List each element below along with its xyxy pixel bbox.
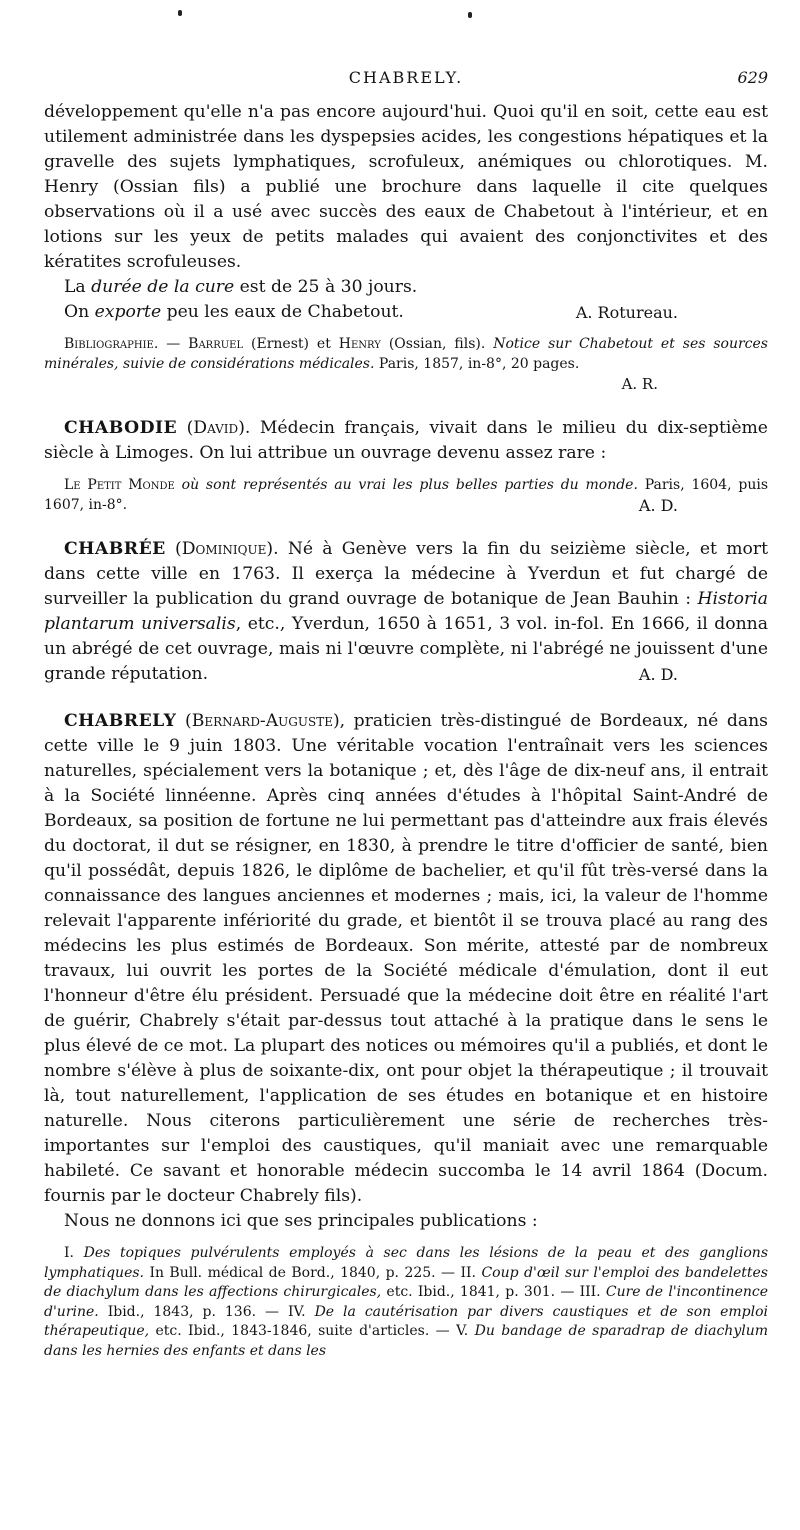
bibliography-signature: A. R. [621, 375, 658, 393]
bibliography-dash: — [158, 336, 189, 352]
author-signature: A. Rotureau. [575, 303, 678, 322]
cure-suffix: est de 25 à 30 jours. [234, 277, 418, 297]
work-title: où sont représentés au vrai les plus belles parties du monde. [181, 477, 638, 493]
page-number: 629 [737, 68, 768, 87]
page-header [44, 68, 768, 92]
entry-chabodie: CHABODIE (David). Médecin français, vivait dans le milieu du dix-septième siècle à Limoges. On lui attribue un ouvrage devenu assez rare : [44, 418, 768, 463]
publication-item: III. Cure de l'incontinence d'urine. Ibid., 1843, p. 136. — [44, 1284, 768, 1320]
publications-list [44, 1244, 768, 1361]
chabodie-work [44, 476, 768, 515]
publication-item: IV. De la cautérisation par divers caustiques et de son emploi thérapeutique, etc. Ibid., 1843-1846, suite d'articles. — [44, 1303, 769, 1339]
entry-given-name: David [193, 418, 239, 438]
chabetout-cure-line [44, 275, 768, 300]
running-head: CHABRELY. [348, 68, 464, 87]
entry-body: praticien très-distingué de Bordeaux, né dans cette ville le 9 juin 1803. Une véritable vocation l'entraînait vers les sciences naturelles, spécialement vers la botanique ; et, dès l'âge de dix-neuf ans, il entrait à la Société linnéenne. Après cinq années d'études à l'hôpital Saint-André de Bordeaux, sa position de fortune ne lui permettant pas d'atteindre aux frais élevés du doctorat, il dut se résigner, en 1830, à prendre le titre d'officier de santé, bien qu'il possédât, depuis 1826, le diplôme de bachelier, et qu'il fût très-versé dans la connaissance des langues anciennes et modernes ; mais, ici, la valeur de l'homme relevait l'apparente infériorité du grade, et bientôt il se trouva placé au rang des médecins les plus estimés de Bordeaux. Son mérite, attesté par de nombreux travaux, lui ouvrit les portes de la Société médicale d'émulation, dont il eut l'honneur d'être élu président. Persuadé que la médecine doit être en réalité l'art de guérir, Chabrely s'était par-dessus tout attaché à la pratique dans le sens le plus élevé de ce mot. La plupart des notices ou mémoires qu'il a publiés, et dont le nombre s'élève à plus de soixante-dix, ont pour objet la thérapeutique ; il trouvait là, tout naturellement, l'application de ses études en botanique et en histoire naturelle. Nous citerons particulièrement une série de recherches très-importantes sur l'emploi des caustiques, qu'il maniait avec une remarquable habileté. Ce savant et honorable médecin succomba le 14 avril 1864 (Docum. fournis par le docteur Chabrely fils). [44, 711, 769, 1206]
entry-name: CHABRELY [64, 711, 177, 731]
bibliography-tail: Paris, 1857, in-8°, 20 pages. [374, 355, 580, 372]
publication-item: I. Des topiques pulvérulents employés à sec dans les lésions de la peau et des ganglions lymphatiques. In Bull. médical de Bord., 1840, p. 225. — [44, 1245, 768, 1281]
work-title: Historia plantarum universalis [44, 589, 768, 634]
speck-mark [468, 12, 472, 18]
entry-given-name: Dominique [181, 539, 267, 559]
entry-name: CHABRÉE [64, 539, 166, 559]
bibliography [44, 335, 768, 374]
cure-term: durée de la cure [91, 277, 235, 297]
entry-chabree: CHABRÉE (Dominique). Né à Genève vers la fin du seizième siècle, et mort dans cette ville en 1763. Il exerça la médecine à Yverdun et fut chargé de surveiller la publication du grand ouvrage de botanique de Jean Bauhin : Historia plantarum universalis, etc., Yverdun, 1650 à 1651, 3 vol. in-fol. En 1666, il donna un abrégé de cet ouvrage, mais ni l'œuvre complète, ni l'abrégé ne jouissent d'une grande réputation. A. D. [44, 537, 768, 687]
export-term: exporte [94, 302, 162, 322]
entry-signature: A. D. [638, 495, 678, 515]
cure-prefix: La [64, 277, 92, 297]
work-tail: Paris, 1604, puis 1607, in-8°. [44, 477, 769, 513]
publication-item: II. Coup d'œil sur l'emploi des bandelettes de diachylum dans les affections chirurgicales, etc. Ibid., 1841, p. 301. — [44, 1264, 768, 1300]
work-title-sc: Le Petit Monde [64, 477, 175, 493]
page-content [44, 100, 768, 1361]
entry-name: CHABODIE [64, 418, 178, 438]
publication-item: V. Du bandage de sparadrap de diachylum dans les hernies des enfants et dans les [44, 1323, 768, 1359]
chabetout-export-line [44, 300, 768, 325]
entry-signature: A. D. [638, 665, 678, 684]
entry-body: Né à Genève vers la fin du seizième siècle, et mort dans cette ville en 1763. Il exerça la médecine à Yverdun et fut chargé de surveiller la publication du grand ouvrage de botanique de Jean Bauhin : [44, 539, 768, 609]
bibliography-label: Bibliographie. [64, 336, 159, 352]
bibliography-mid: (Ernest) et [243, 336, 339, 352]
bibliography-author2: Henry [338, 336, 381, 352]
export-prefix: On [64, 302, 95, 322]
chabetout-paragraph: développement qu'elle n'a pas encore aujourd'hui. Quoi qu'il en soit, cette eau est utilement administrée dans les dyspepsies acides, les congestions hépatiques et la gravelle des sujets lymphatiques, scrofuleux, anémiques ou chlorotiques. M. Henry (Ossian fils) a publié une brochure dans laquelle il cite quelques observations où il a usé avec succès des eaux de Chabetout à l'intérieur, et en lotions sur les yeux de petits malades qui avaient des conjonctivites et des kératites scrofuleuses. [44, 102, 768, 272]
bibliography-title: Notice sur Chabetout et ses sources minérales, suivie de considérations médicales. [44, 336, 768, 372]
entry-given-name: Bernard-Auguste [191, 711, 333, 731]
publications-intro: Nous ne donnons ici que ses principales publications : [64, 1211, 538, 1231]
bibliography-after: (Ossian, fils). [380, 336, 494, 352]
entry-body-cont: , etc., Yverdun, 1650 à 1651, 3 vol. in-fol. En 1666, il donna un abrégé de cet ouvrage, mais ni l'œuvre complète, ni l'abrégé ne jouissent d'une grande réputation. [44, 614, 768, 684]
speck-mark [178, 10, 182, 16]
entry-body: Médecin français, vivait dans le milieu du dix-septième siècle à Limoges. On lui attribue un ouvrage devenu assez rare : [44, 418, 768, 463]
export-suffix: peu les eaux de Chabetout. [161, 302, 404, 322]
entry-chabrely: CHABRELY (Bernard-Auguste), praticien très-distingué de Bordeaux, né dans cette ville le 9 juin 1803. Une véritable vocation l'entraînait vers les sciences naturelles, spécialement vers la botanique ; et, dès l'âge de dix-neuf ans, il entrait à la Société linnéenne. Après cinq années d'études à l'hôpital Saint-André de Bordeaux, sa position de fortune ne lui permettant pas d'atteindre aux frais élevés du doctorat, il dut se résigner, en 1830, à prendre le titre d'officier de santé, bien qu'il possédât, depuis 1826, le diplôme de bachelier, et qu'il fût très-versé dans la connaissance des langues anciennes et modernes ; mais, ici, la valeur de l'homme relevait l'apparente infériorité du grade, et bientôt il se trouva placé au rang des médecins les plus estimés de Bordeaux. Son mérite, attesté par de nombreux travaux, lui ouvrit les portes de la Société médicale d'émulation, dont il eut l'honneur d'être élu président. Persuadé que la médecine doit être en réalité l'art de guérir, Chabrely s'était par-dessus tout attaché à la pratique dans le sens le plus élevé de ce mot. La plupart des notices ou mémoires qu'il a publiés, et dont le nombre s'élève à plus de soixante-dix, ont pour objet la thérapeutique ; il trouvait là, tout naturellement, l'application de ses études en botanique et en histoire naturelle. Nous citerons particulièrement une série de recherches très-importantes sur l'emploi des caustiques, qu'il maniait avec une remarquable habileté. Ce savant et honorable médecin succomba le 14 avril 1864 (Docum. fournis par le docteur Chabrely fils). [44, 711, 769, 1206]
bibliography-author: Barruel [188, 336, 244, 352]
